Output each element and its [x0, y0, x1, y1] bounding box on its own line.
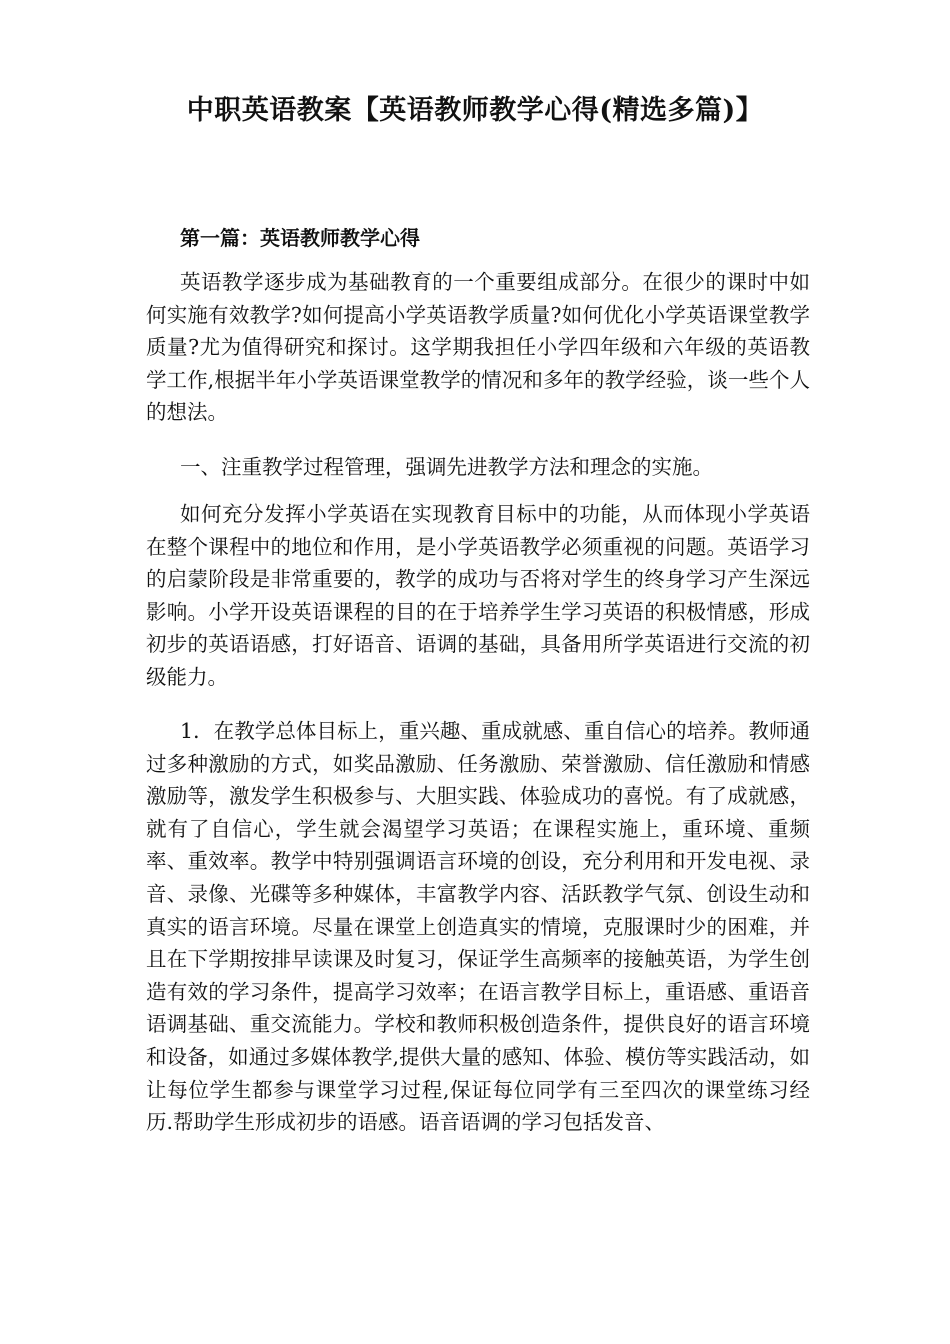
paragraph-intro: 英语教学逐步成为基础教育的一个重要组成部分。在很少的课时中如何实施有效教学?如何提高小学英语教学质量?如何优化小学英语课堂教学质量?尤为值得研究和探讨。这学期我担任小学四年级和六年级的英语教学工作,根据半年小学英语课堂教学的情况和多年的教学经验，谈一些个人的想法。 [146, 270, 810, 425]
paragraph-goal: 如何充分发挥小学英语在实现教育目标中的功能，从而体现小学英语在整个课程中的地位和作用，是小学英语教学必须重视的问题。英语学习的启蒙阶段是非常重要的，教学的成功与否将对学生的终身学习产生深远影响。小学开设英语课程的目的在于培养学生学习英语的积极情感，形成初步的英语语感，打好语音、语调的基础，具备用所学英语进行交流的初级能力。 [146, 502, 810, 689]
paragraph-section-one-heading: 一、注重教学过程管理，强调先进教学方法和理念的实施。 [180, 455, 713, 479]
document-title: 中职英语教案【英语教师教学心得(精选多篇)】 [186, 95, 764, 126]
paragraph-point-one: 1．在教学总体目标上，重兴趣、重成就感、重自信心的培养。教师通过多种激励的方式，如奖品激励、任务激励、荣誉激励、信任激励和情感激励等，激发学生积极参与、大胆实践、体验成功的喜悦。有了成就感，就有了自信心，学生就会渴望学习英语；在课程实施上，重环境、重频率、重效率。教学中特别强调语言环境的创设，充分利用和开发电视、录音、录像、光碟等多种媒体，丰富教学内容、活跃教学气氛、创设生动和真实的语言环境。尽量在课堂上创造真实的情境，克服课时少的困难，并且在下学期按排早读课及时复习，保证学生高频率的接触英语，为学生创造有效的学习条件，提高学习效率；在语言教学目标上，重语感、重语音语调基础、重交流能力。学校和教师积极创造条件，提供良好的语言环境和设备，如通过多媒体教学,提供大量的感知、体验、模仿等实践活动，如让每位学生都参与课堂学习过程,保证每位同学有三至四次的课堂练习经历.帮助学生形成初步的语感。语音语调的学习包括发音、 [146, 719, 810, 1135]
section-heading: 第一篇：英语教师教学心得 [180, 226, 420, 250]
